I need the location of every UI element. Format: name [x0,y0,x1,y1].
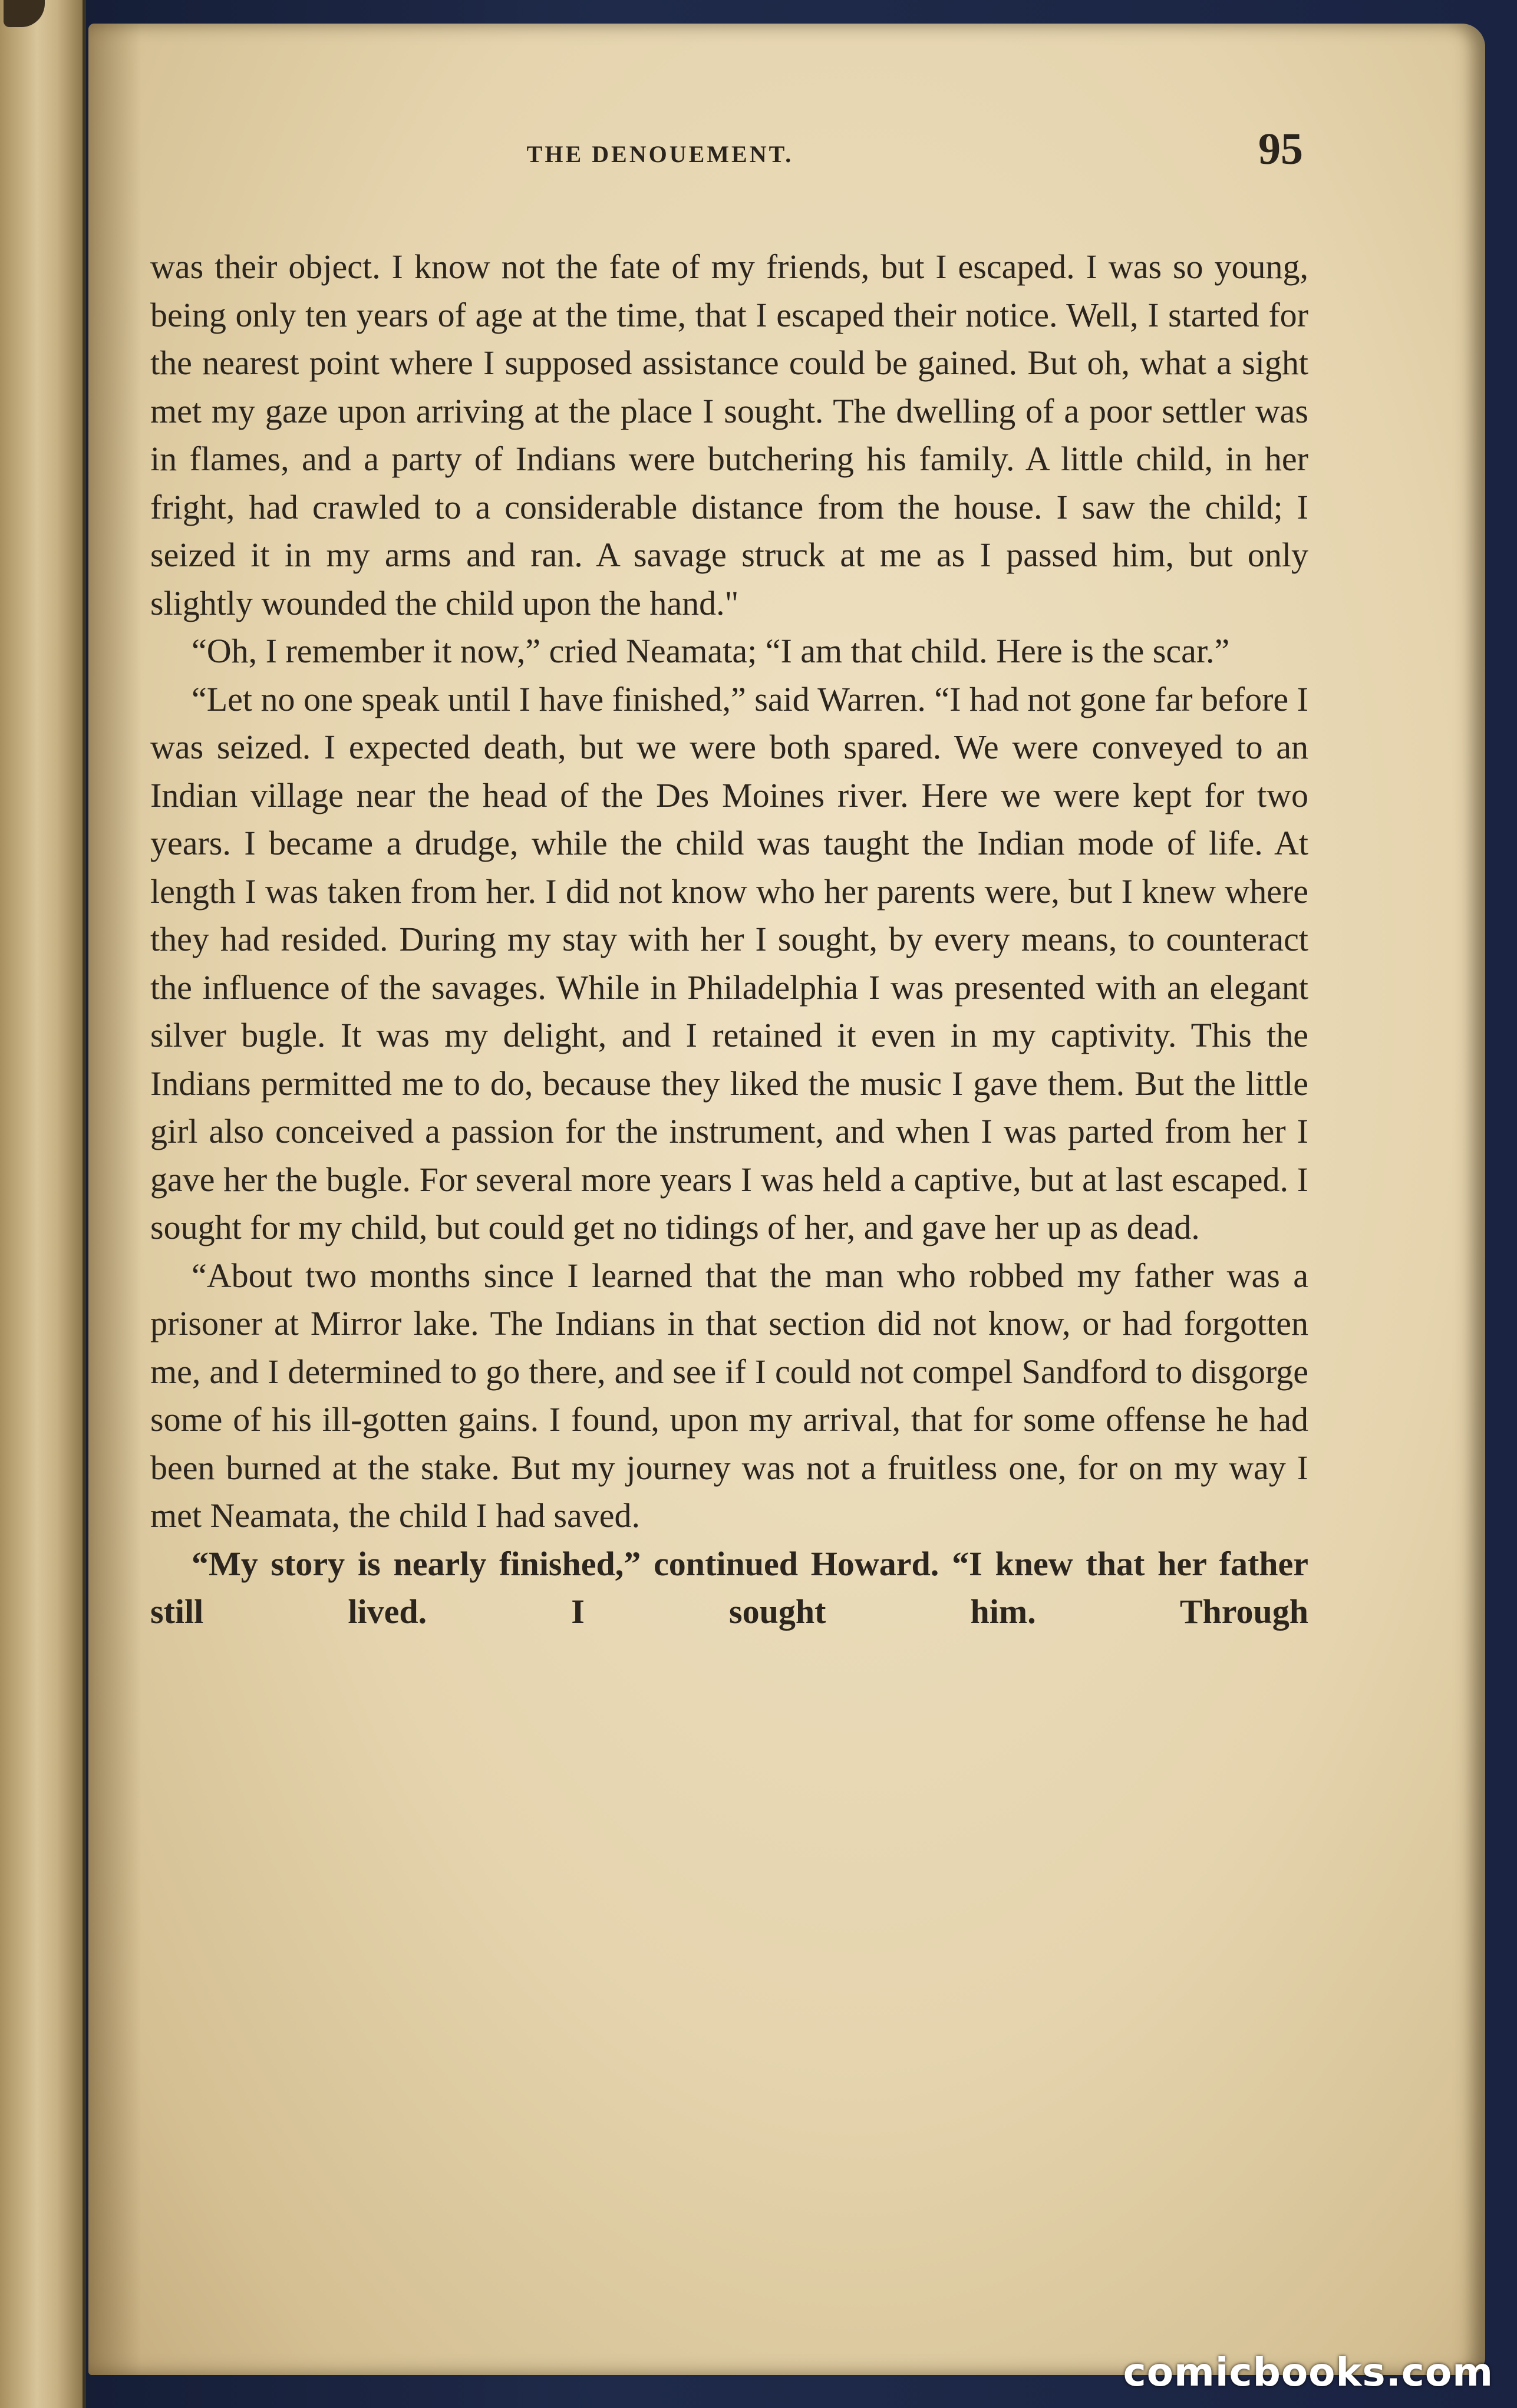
paragraph-1: was their object. I know not the fate of my friends, but I escaped. I was so young, being only ten years of age at the time, that I escaped their notice. Well, I started for the nearest point where I supposed assistance could be gained. But oh, what a sight met my gaze upon arriving at the place I sought. The dwelling of a poor settler was in flames, and a party of Indians were butchering his family. A little child, in her fright, had crawled to a considerable distance from the house. I saw the child; I seized it in my arms and ran. A savage struck at me as I passed him, but only slightly wounded the child upon the hand." [150,248,1308,622]
page-number: 95 [1258,124,1303,174]
previous-page-edge [0,0,86,2408]
body-text [150,243,1308,1636]
book-page [88,24,1485,2375]
watermark: comicbooks.com [1123,2350,1493,2395]
running-head: THE DENOUEMENT. [526,141,794,167]
page-gutter-shadow [88,24,141,2375]
paragraph-5: “My story is nearly finished,” continued Howard. “I knew that her father still lived. I sought him. Through [150,1544,1308,1631]
paragraph-3: “Let no one speak until I have finished,” said Warren. “I had not gone far before I was seized. I expected death, but we were both spared. We were conveyed to an Indian village near the head of the Des Moines river. Here we were kept for two years. I became a drudge, while the child was taught the Indian mode of life. At length I was taken from her. I did not know who her parents were, but I knew where they had resided. During my stay with her I sought, by every means, to counteract the influence of the savages. While in Philadelphia I was presented with an elegant silver bugle. It was my delight, and I retained it even in my captivity. This the Indians permitted me to do, because they liked the music I gave them. But the little girl also conceived a passion for the instrument, and when I was parted from her I gave her the bugle. For several more years I was held a captive, but at last escaped. I sought for my child, but could get no tidings of her, and gave her up as dead. [150,679,1308,1246]
paragraph-2: “Oh, I remember it now,” cried Neamata; “I am that child. Here is the scar.” [192,632,1230,670]
page-header [88,124,1485,176]
paragraph-4: “About two months since I learned that the man who robbed my father was a prisoner at Mirror lake. The Indians in that section did not know, or had forgotten me, and I determined to go there, and see if I could not compel Sandford to disgorge some of his ill-gotten gains. I found, upon my arrival, that for some offense he had been burned at the stake. But my journey was not a fruitless one, for on my way I met Neamata, the child I had saved. [150,1256,1308,1535]
page-stain [4,0,45,27]
